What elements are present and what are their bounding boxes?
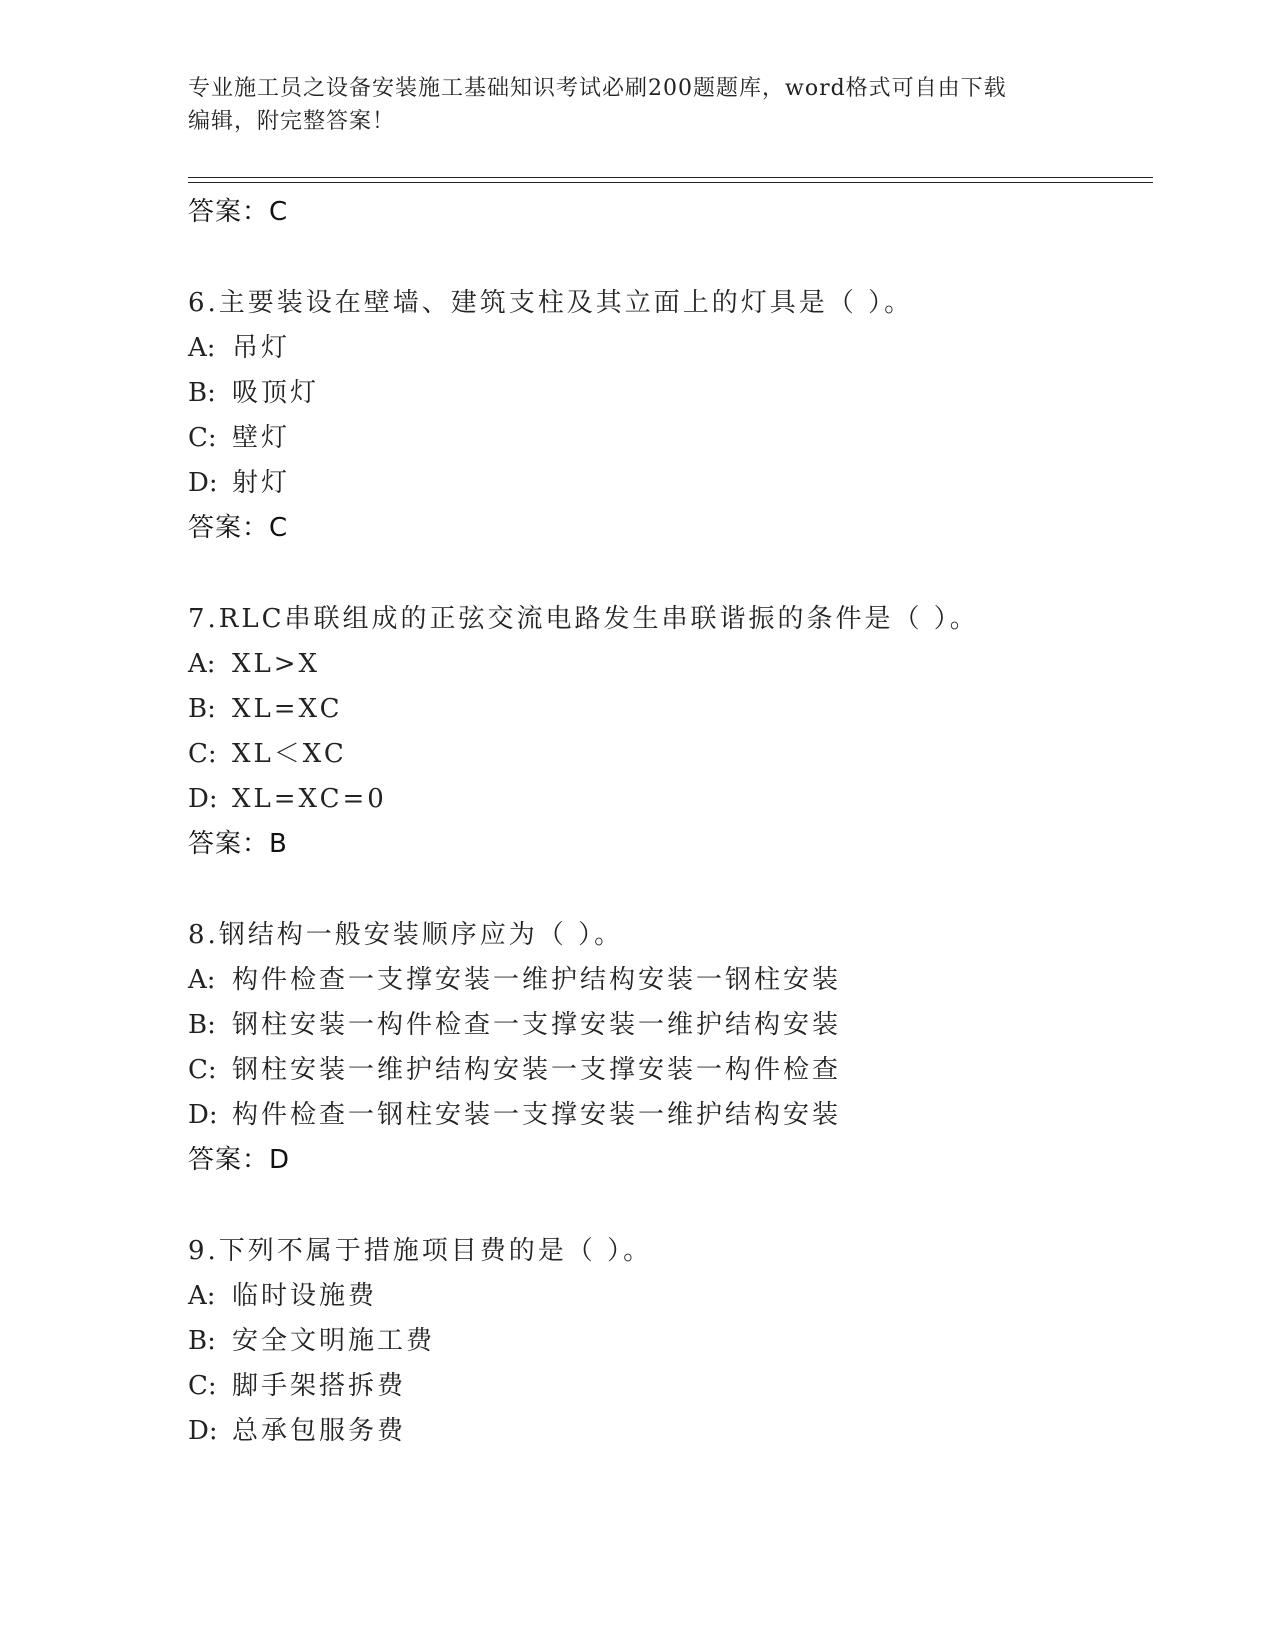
option-letter: B: [188,1010,216,1040]
option-text: XL＜XC [232,739,347,769]
option-letter: D: [188,1416,218,1446]
option-text: 吸顶灯 [232,378,320,408]
header-divider-top [188,177,1153,178]
option-d [188,1409,1153,1454]
option-d [188,461,1153,506]
option-d [188,777,1153,822]
option-letter: C: [188,1055,217,1085]
answer-label: 答案：C [188,513,289,543]
question-text: 8.钢结构一般安装顺序应为（ ）。 [188,920,624,950]
header-title-line-2: 编辑，附完整答案！ [188,109,396,134]
option-text: 安全文明施工费 [232,1326,436,1356]
option-c [188,1364,1153,1409]
option-a [188,642,1153,687]
option-text: XL=XC [232,694,343,724]
option-c [188,416,1153,461]
option-text: 壁灯 [232,423,291,453]
option-text: 射灯 [232,468,291,498]
answer-label: 答案：D [188,1145,291,1175]
header-divider-bottom [188,182,1153,183]
question-block [188,281,1153,551]
option-c [188,732,1153,777]
option-letter: C: [188,1371,217,1401]
option-c [188,1048,1153,1093]
option-letter: D: [188,1100,218,1130]
option-letter: D: [188,468,218,498]
option-b [188,1003,1153,1048]
option-a [188,958,1153,1003]
question-text: 9.下列不属于措施项目费的是（ ）。 [188,1236,653,1266]
option-a [188,1274,1153,1319]
option-a [188,326,1153,371]
option-text: 吊灯 [232,333,291,363]
option-text: 构件检查一钢柱安装一支撑安装一维护结构安装 [232,1100,842,1130]
option-letter: A: [188,965,216,995]
option-letter: C: [188,423,217,453]
option-text: 脚手架搭拆费 [232,1371,407,1401]
option-letter: A: [188,1281,216,1311]
option-b [188,371,1153,416]
question-text: 7.RLC串联组成的正弦交流电路发生串联谐振的条件是（ ）。 [188,604,979,634]
option-d [188,1093,1153,1138]
option-text: XL>X [232,649,321,679]
option-text: 临时设施费 [232,1281,378,1311]
question-block [188,1229,1153,1454]
answer-label: 答案：C [188,197,289,227]
option-b [188,687,1153,732]
option-letter: B: [188,694,216,724]
question-block [188,913,1153,1183]
option-text: 总承包服务费 [232,1416,407,1446]
option-letter: C: [188,739,217,769]
option-text: 钢柱安装一维护结构安装一支撑安装一构件检查 [232,1055,842,1085]
document-header [188,72,1088,138]
option-b [188,1319,1153,1364]
option-letter: D: [188,784,218,814]
option-text: XL=XC=0 [232,784,387,814]
option-text: 钢柱安装一构件检查一支撑安装一维护结构安装 [232,1010,842,1040]
option-letter: B: [188,378,216,408]
question-list [188,190,1153,1454]
header-title-line-1: 专业施工员之设备安装施工基础知识考试必刷200题题库，word格式可自由下载 [188,76,1007,101]
question-block [188,597,1153,867]
option-text: 构件检查一支撑安装一维护结构安装一钢柱安装 [232,965,842,995]
option-letter: B: [188,1326,216,1356]
option-letter: A: [188,649,216,679]
option-letter: A: [188,333,216,363]
answer-label: 答案：B [188,829,288,859]
question-text: 6.主要装设在壁墙、建筑支柱及其立面上的灯具是（ ）。 [188,288,914,318]
